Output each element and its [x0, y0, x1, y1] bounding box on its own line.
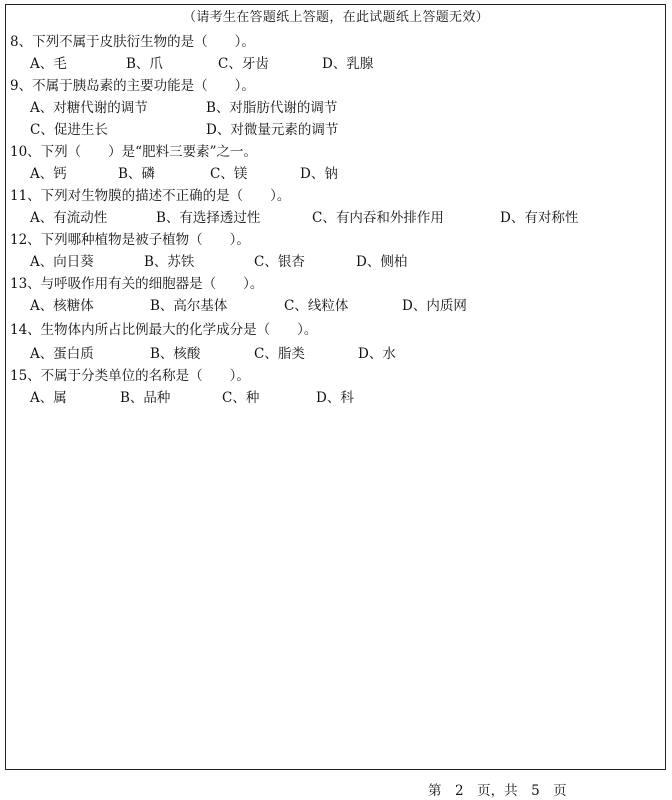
question-14-option-a: A、蛋白质 [30, 346, 94, 362]
question-8-option-b: B、爪 [126, 56, 163, 72]
question-12-option-c: C、银杏 [254, 254, 305, 270]
question-15-option-b: B、品种 [120, 390, 171, 406]
question-11-option-c: C、有内吞和外排作用 [312, 210, 444, 226]
question-14-option-c: C、脂类 [254, 346, 305, 362]
question-13-option-a: A、核糖体 [30, 298, 94, 314]
question-11-option-d: D、有对称性 [500, 210, 579, 226]
question-10-option-b: B、磷 [118, 166, 155, 182]
question-8-option-d: D、乳腺 [322, 56, 374, 72]
question-11-option-b: B、有选择透过性 [156, 210, 261, 226]
question-8-option-c: C、牙齿 [218, 56, 269, 72]
question-10-option-a: A、钙 [30, 166, 67, 182]
question-10-option-c: C、镁 [210, 166, 248, 182]
question-15-stem: 15、不属于分类单位的名称是（ ）。 [10, 368, 250, 384]
question-10-stem: 10、下列（ ）是“肥料三要素”之一。 [10, 144, 257, 160]
question-14-option-d: D、水 [358, 346, 396, 362]
question-15-option-d: D、科 [316, 390, 354, 406]
question-14-option-b: B、核酸 [150, 346, 201, 362]
question-8-stem: 8、下列不属于皮肤衍生物的是（ ）。 [10, 34, 255, 50]
question-9-option-c: C、促进生长 [30, 122, 108, 138]
question-13-option-c: C、线粒体 [284, 298, 349, 314]
question-12-option-a: A、向日葵 [30, 254, 94, 270]
question-13-option-b: B、高尔基体 [150, 298, 228, 314]
question-14-stem: 14、生物体内所占比例最大的化学成分是（ ）。 [10, 322, 318, 338]
page-number: 第 2 页，共 5 页 [428, 783, 567, 799]
question-9-stem: 9、不属于胰岛素的主要功能是（ ）。 [10, 78, 255, 94]
question-15-option-a: A、属 [30, 390, 67, 406]
question-8-option-a: A、毛 [30, 56, 67, 72]
question-10-option-d: D、钠 [300, 166, 338, 182]
question-9-option-b: B、对脂肪代谢的调节 [206, 100, 338, 116]
question-12-option-d: D、侧柏 [356, 254, 408, 270]
question-12-option-b: B、苏铁 [144, 254, 195, 270]
question-9-option-a: A、对糖代谢的调节 [30, 100, 148, 116]
question-11-stem: 11、下列对生物膜的描述不正确的是（ ）。 [10, 188, 291, 204]
question-12-stem: 12、下列哪种植物是被子植物（ ）。 [10, 232, 250, 248]
question-13-option-d: D、内质网 [402, 298, 467, 314]
question-15-option-c: C、种 [222, 390, 260, 406]
question-11-option-a: A、有流动性 [30, 210, 108, 226]
question-13-stem: 13、与呼吸作用有关的细胞器是（ ）。 [10, 276, 264, 292]
question-9-option-d: D、对微量元素的调节 [206, 122, 339, 138]
exam-header-note: （请考生在答题纸上答题，在此试题纸上答题无效） [183, 10, 489, 25]
